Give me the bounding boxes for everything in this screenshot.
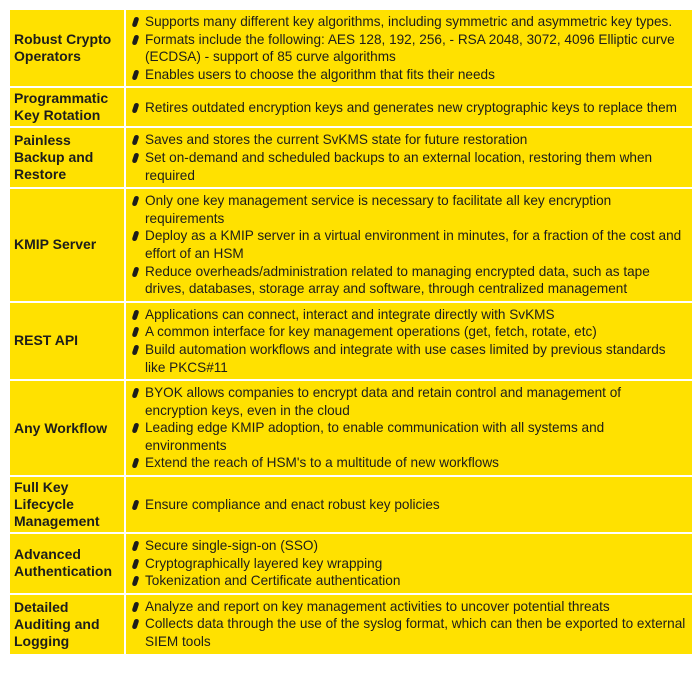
bullet-text: Ensure compliance and enact robust key policies — [145, 496, 440, 512]
feature-name: Robust Crypto Operators — [10, 10, 124, 86]
feature-row — [10, 381, 692, 475]
bullet-text: BYOK allows companies to encrypt data and retain control and management of encryption keys, even in the cloud — [145, 385, 622, 418]
bullet-item — [130, 496, 686, 514]
bullet-text: Cryptographically layered key wrapping — [145, 555, 383, 571]
bullet-text: Collects data through the use of the syslog format, which can then be exported to external SIEM tools — [145, 616, 686, 650]
bullet-mark-icon — [131, 541, 139, 551]
bullet-item — [130, 227, 686, 262]
bullet-mark-icon — [131, 602, 139, 612]
feature-name: KMIP Server — [10, 189, 124, 301]
bullet-item — [130, 454, 686, 472]
bullet-item — [130, 306, 686, 324]
bullet-item — [130, 419, 686, 454]
feature-row — [10, 303, 692, 379]
bullet-mark-icon — [131, 423, 139, 433]
bullet-text: A common interface for key management operations (get, fetch, rotate, etc) — [145, 324, 597, 340]
bullet-text: Only one key management service is necessary to facilitate all key encryption requirements — [145, 193, 612, 226]
bullet-text: Enables users to choose the algorithm that fits their needs — [145, 66, 495, 82]
bullet-text: Extend the reach of HSM's to a multitude of new workflows — [145, 455, 499, 471]
bullet-text: Formats include the following: AES 128, 192, 256, - RSA 2048, 3072, 4096 Elliptic curve (ECDSA) - support of 85 curve algorithms — [145, 31, 675, 65]
bullet-item — [130, 99, 686, 117]
bullet-item — [130, 149, 686, 184]
bullet-text: Deploy as a KMIP server in a virtual environment in minutes, for a fraction of the cost and effort of an HSM — [145, 228, 682, 261]
bullet-item — [130, 13, 686, 31]
feature-name: Any Workflow — [10, 381, 124, 475]
bullet-text: Tokenization and Certificate authentication — [145, 573, 401, 589]
bullet-list — [130, 131, 686, 184]
feature-name: Full Key Lifecycle Management — [10, 477, 124, 532]
bullet-text: Set on-demand and scheduled backups to an external location, restoring them when required — [145, 149, 653, 183]
bullet-mark-icon — [131, 35, 139, 45]
bullet-item — [130, 615, 686, 650]
feature-name: Painless Backup and Restore — [10, 128, 124, 187]
bullet-mark-icon — [131, 17, 139, 27]
bullet-mark-icon — [131, 345, 139, 355]
bullet-item — [130, 384, 686, 419]
feature-name: Programmatic Key Rotation — [10, 88, 124, 126]
features-table — [8, 8, 694, 656]
bullet-mark-icon — [131, 576, 139, 586]
feature-details — [126, 189, 692, 301]
feature-details — [126, 88, 692, 126]
bullet-mark-icon — [131, 267, 139, 277]
bullet-mark-icon — [131, 135, 139, 145]
feature-row — [10, 189, 692, 301]
bullet-mark-icon — [131, 500, 139, 510]
bullet-item — [130, 31, 686, 66]
feature-row — [10, 10, 692, 86]
bullet-item — [130, 572, 686, 590]
bullet-list — [130, 13, 686, 83]
bullet-mark-icon — [131, 327, 139, 337]
bullet-mark-icon — [131, 310, 139, 320]
bullet-text: Reduce overheads/administration related to managing encrypted data, such as tape drives, databases, storage array and software, through centralized management — [145, 263, 650, 297]
feature-details — [126, 534, 692, 593]
bullet-text: Build automation workflows and integrate with use cases limited by previous standards like PKCS#11 — [145, 341, 666, 375]
bullet-mark-icon — [131, 388, 139, 398]
feature-row — [10, 88, 692, 126]
bullet-list — [130, 384, 686, 472]
bullet-text: Retires outdated encryption keys and generates new cryptographic keys to replace them — [145, 99, 677, 115]
bullet-list — [130, 306, 686, 376]
bullet-text: Applications can connect, interact and integrate directly with SvKMS — [145, 306, 555, 322]
bullet-item — [130, 341, 686, 376]
bullet-item — [130, 131, 686, 149]
bullet-mark-icon — [131, 153, 139, 163]
bullet-mark-icon — [131, 559, 139, 569]
feature-details — [126, 595, 692, 654]
feature-name: Detailed Auditing and Logging — [10, 595, 124, 654]
feature-row — [10, 534, 692, 593]
bullet-item — [130, 263, 686, 298]
feature-row — [10, 128, 692, 187]
bullet-mark-icon — [131, 196, 139, 206]
bullet-list — [130, 192, 686, 298]
bullet-item — [130, 555, 686, 573]
bullet-item — [130, 323, 686, 341]
bullet-text: Saves and stores the current SvKMS state for future restoration — [145, 132, 528, 148]
bullet-mark-icon — [131, 103, 139, 113]
bullet-text: Secure single-sign-on (SSO) — [145, 538, 319, 554]
bullet-mark-icon — [131, 619, 139, 629]
bullet-text: Leading edge KMIP adoption, to enable communication with all systems and environments — [145, 420, 605, 453]
bullet-mark-icon — [131, 70, 139, 80]
feature-details — [126, 303, 692, 379]
bullet-item — [130, 598, 686, 616]
feature-name: REST API — [10, 303, 124, 379]
table-body — [10, 10, 692, 654]
bullet-item — [130, 537, 686, 555]
feature-details — [126, 128, 692, 187]
feature-details — [126, 381, 692, 475]
bullet-text: Analyze and report on key management activities to uncover potential threats — [145, 598, 610, 614]
bullet-list — [130, 99, 686, 117]
bullet-list — [130, 537, 686, 590]
bullet-item — [130, 66, 686, 84]
feature-row — [10, 477, 692, 532]
feature-details — [126, 10, 692, 86]
bullet-item — [130, 192, 686, 227]
bullet-list — [130, 496, 686, 514]
bullet-list — [130, 598, 686, 651]
feature-row — [10, 595, 692, 654]
bullet-mark-icon — [131, 458, 139, 468]
bullet-text: Supports many different key algorithms, including symmetric and asymmetric key types. — [145, 14, 673, 29]
bullet-mark-icon — [131, 231, 139, 241]
feature-name: Advanced Authentication — [10, 534, 124, 593]
feature-details — [126, 477, 692, 532]
